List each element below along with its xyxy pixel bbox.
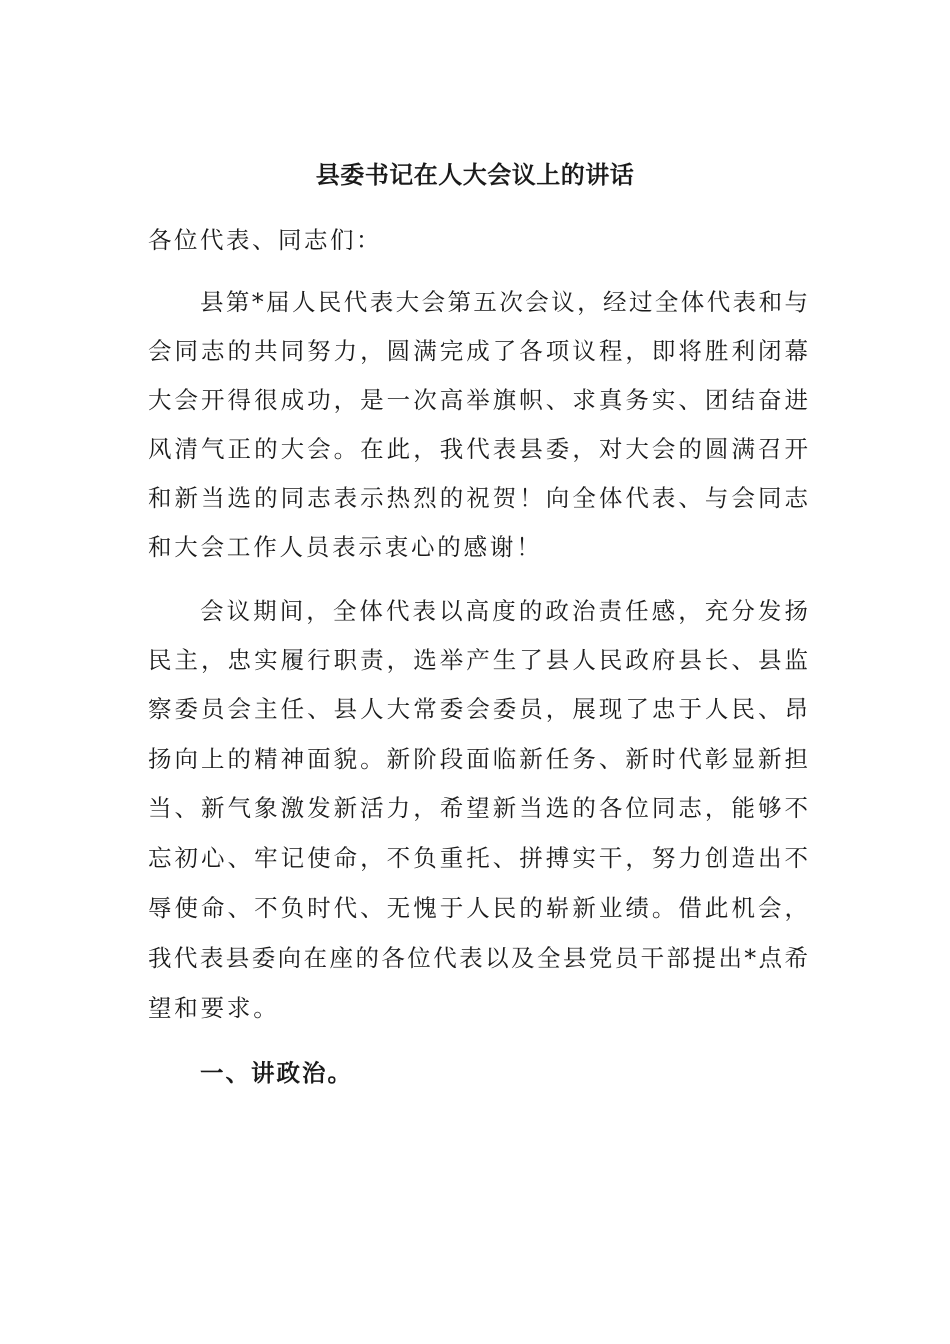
paragraph-2-line-9: 望和要求。 <box>148 994 280 1022</box>
paragraph-2-line-5: 当、新气象激发新活力，希望新当选的各位同志，能够不 <box>148 794 808 822</box>
salutation: 各位代表、同志们： <box>148 226 382 254</box>
paragraph-1-line-5: 和新当选的同志表示热烈的祝贺！向全体代表、与会同志 <box>148 484 808 512</box>
paragraph-1-line-2: 会同志的共同努力，圆满完成了各项议程，即将胜利闭幕 <box>148 337 808 365</box>
paragraph-2-line-3: 察委员会主任、县人大常委会委员，展现了忠于人民、昂 <box>148 695 808 723</box>
document-title: 县委书记在人大会议上的讲话 <box>315 160 635 189</box>
paragraph-1-line-1: 县第*届人民代表大会第五次会议，经过全体代表和与 <box>200 288 808 316</box>
paragraph-2-line-1: 会议期间，全体代表以高度的政治责任感，充分发扬 <box>200 597 808 625</box>
paragraph-2-line-2: 民主，忠实履行职责，选举产生了县人民政府县长、县监 <box>148 646 808 674</box>
paragraph-2-line-8: 我代表县委向在座的各位代表以及全县党员干部提出*点希 <box>148 944 808 972</box>
paragraph-2-line-4: 扬向上的精神面貌。新阶段面临新任务、新时代彰显新担 <box>148 745 808 773</box>
paragraph-2-line-6: 忘初心、牢记使命，不负重托、拼搏实干，努力创造出不 <box>148 844 808 872</box>
paragraph-2-line-7: 辱使命、不负时代、无愧于人民的崭新业绩。借此机会， <box>148 894 808 922</box>
paragraph-1-line-3: 大会开得很成功，是一次高举旗帜、求真务实、团结奋进 <box>148 386 808 414</box>
section-heading: 一、讲政治。 <box>200 1059 353 1087</box>
paragraph-1-line-4: 风清气正的大会。在此，我代表县委，对大会的圆满召开 <box>148 435 808 463</box>
paragraph-1-line-6: 和大会工作人员表示衷心的感谢！ <box>148 533 543 561</box>
